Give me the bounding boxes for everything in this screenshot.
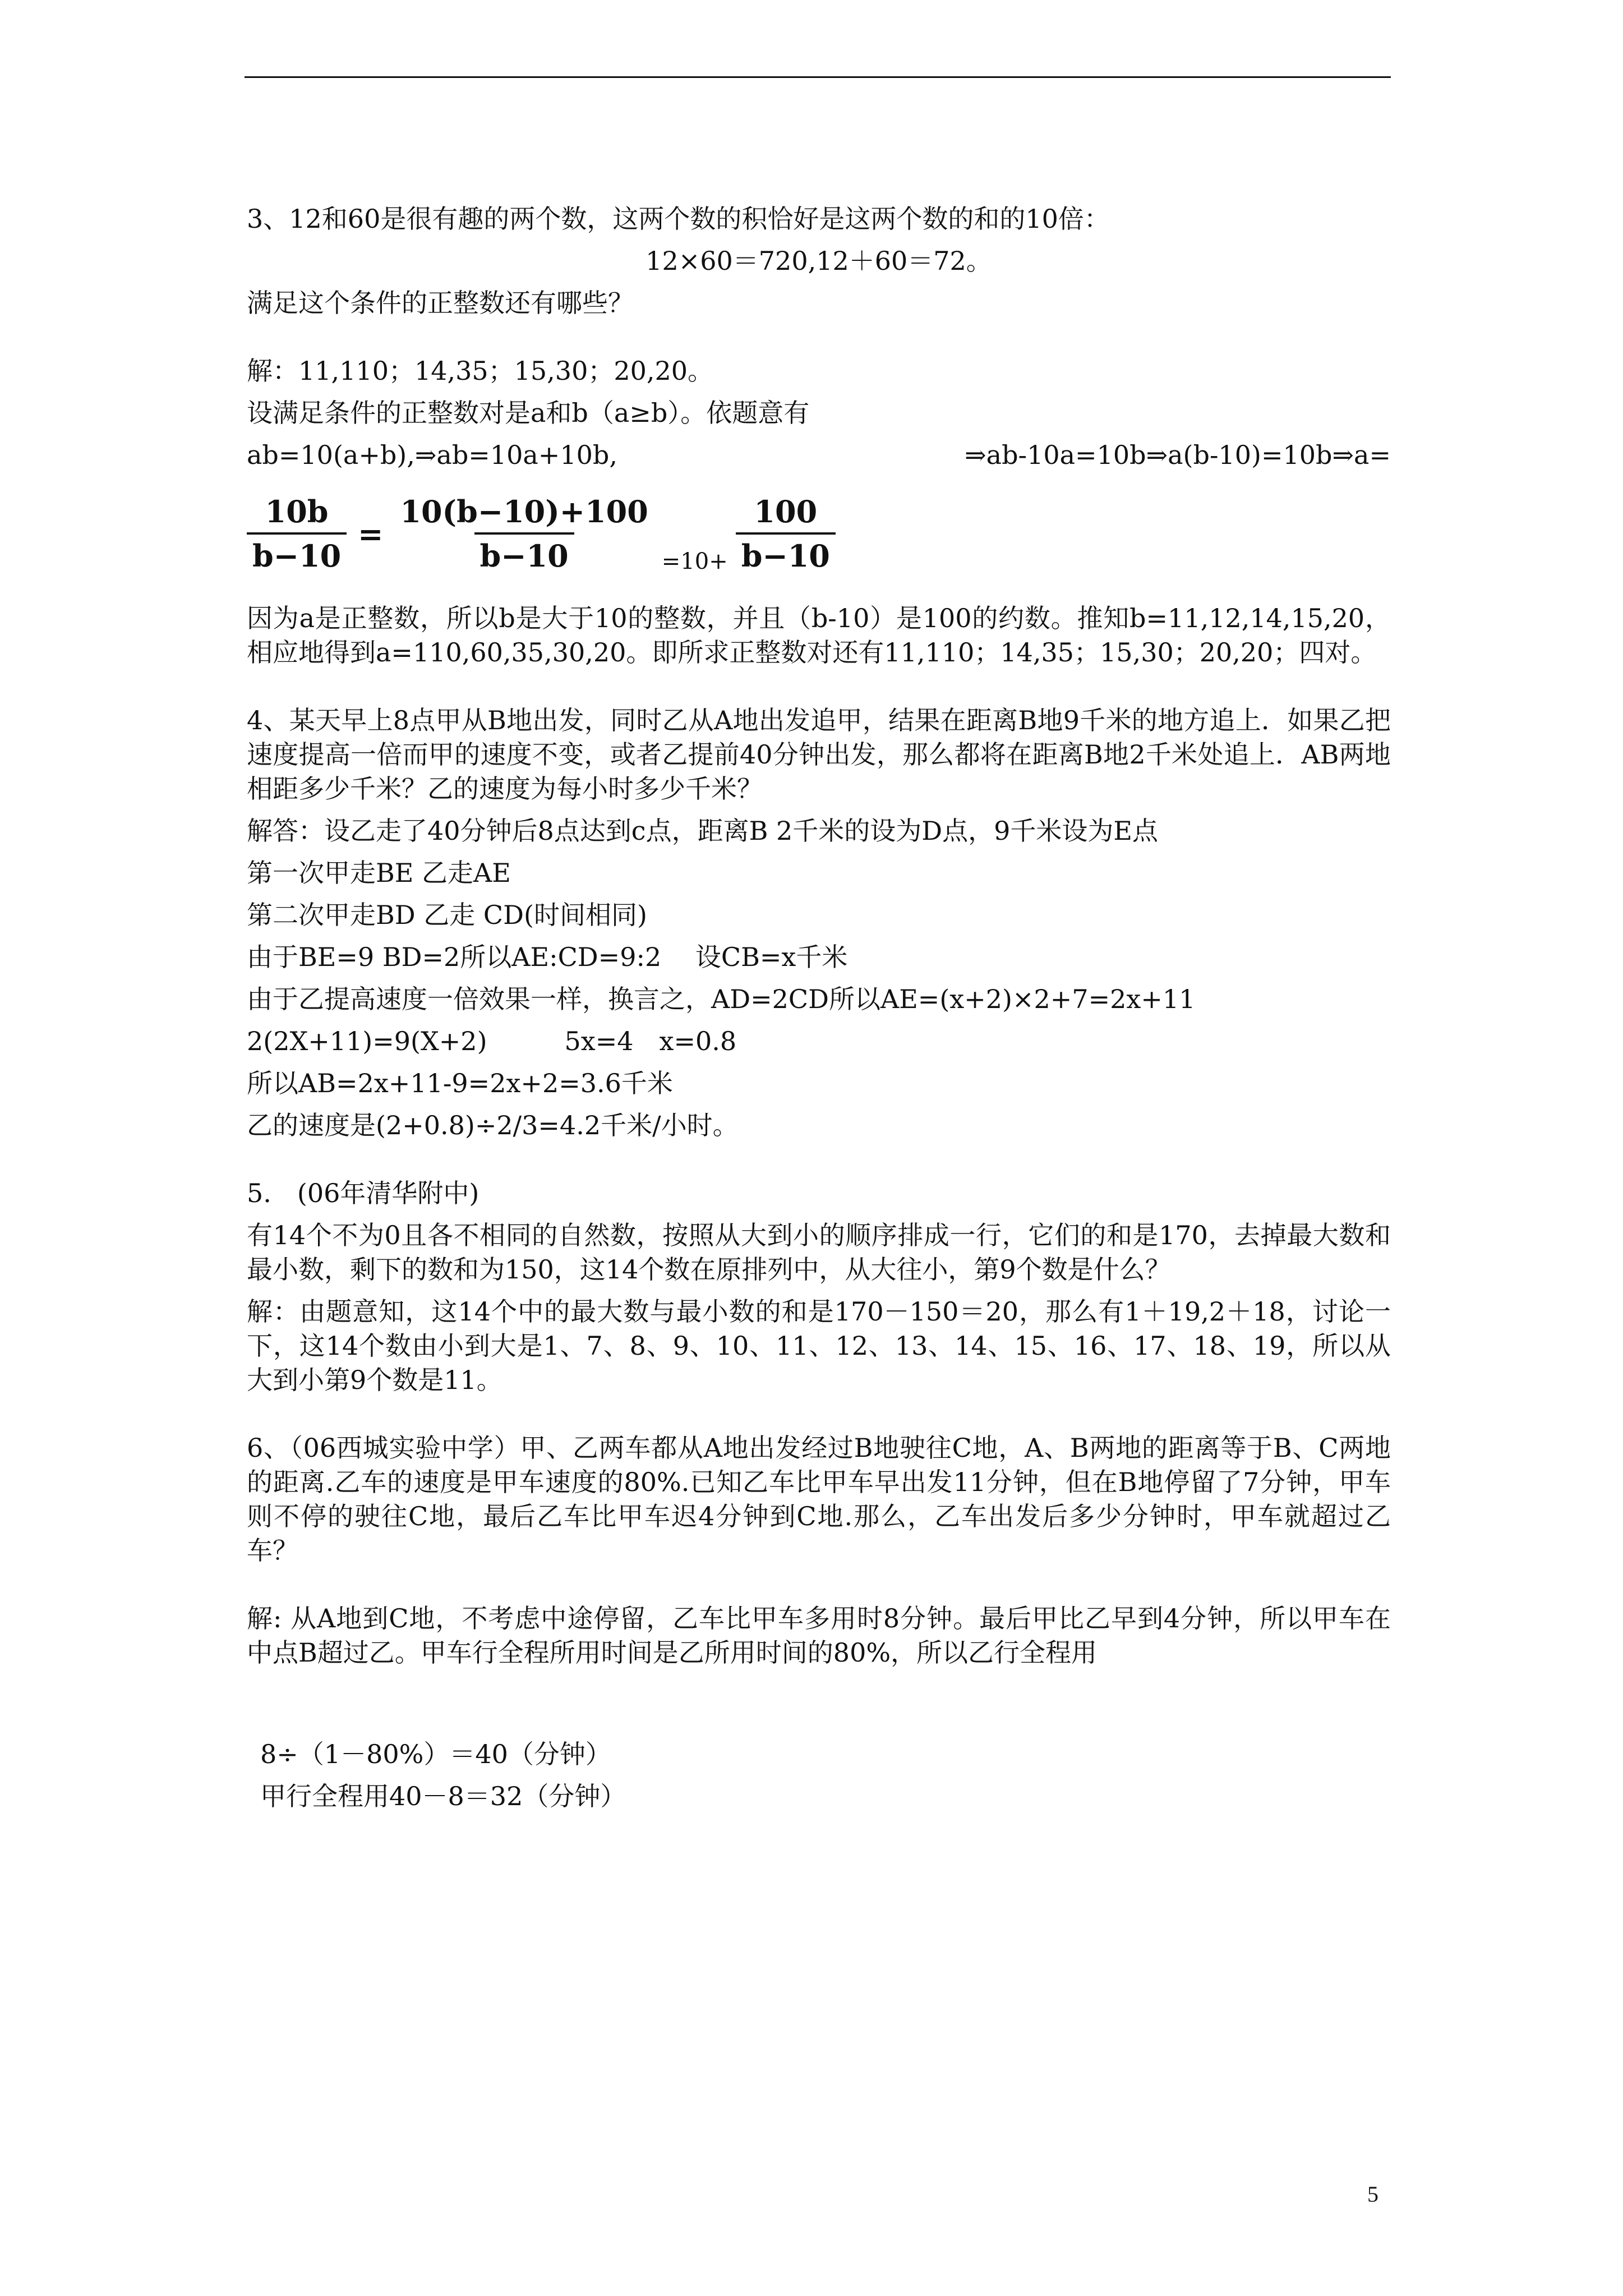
q3-intro: 3、12和60是很有趣的两个数，这两个数的积恰好是这两个数的和的10倍： bbox=[247, 204, 1110, 234]
q4-line: 解答：设乙走了40分钟后8点达到c点，距离B 2千米的设为D点，9千米设为E点 bbox=[247, 816, 1158, 846]
q4-problem: 4、某天早上8点甲从B地出发，同时乙从A地出发追甲，结果在距离B地9千米的地方追上．如果乙把速度提高一倍而甲的速度不变，或者乙提前40分钟出发，那么都将在距离B地2千米处追上．AB两地相距多少千米？乙的速度为每小时多少千米？ bbox=[247, 705, 1391, 804]
fraction-numerator: 10(b−10)+100 bbox=[400, 494, 648, 530]
q5-title: 5. (06年清华附中) bbox=[247, 1178, 479, 1208]
fraction-100-over-b-10 bbox=[736, 495, 836, 573]
fraction-denominator: b−10 bbox=[474, 532, 574, 573]
page-content bbox=[247, 202, 1391, 1821]
q4-line: 第一次甲走BE 乙走AE bbox=[247, 858, 511, 888]
fraction-expanded bbox=[394, 495, 653, 573]
equals-sign: = bbox=[358, 516, 384, 552]
q3-fraction-formula bbox=[247, 495, 1391, 573]
q4-line: 由于BE=9 BD=2所以AE:CD=9:2 设CB=x千米 bbox=[247, 942, 848, 972]
equals-ten-plus: =10+ bbox=[661, 549, 728, 574]
q3-derivation-right: ⇒ab-10a=10b⇒a(b-10)=10b⇒a= bbox=[965, 440, 1391, 470]
q3-derivation bbox=[247, 438, 1391, 472]
q5-problem: 有14个不为0且各不相同的自然数，按照从大到小的顺序排成一行，它们的和是170，去掉最大数和最小数，剩下的数和为150，这14个数在原排列中，从大往小，第9个数是什么？ bbox=[247, 1220, 1391, 1285]
fraction-10b-over-b-10 bbox=[247, 495, 347, 573]
q3-equation: 12×60＝720,12＋60＝72。 bbox=[645, 246, 992, 276]
fraction-denominator: b−10 bbox=[736, 532, 836, 573]
q6-problem: 6、（06西城实验中学）甲、乙两车都从A地出发经过B地驶往C地，A、B两地的距离等于B、C两地的距离.乙车的速度是甲车速度的80%.已知乙车比甲车早出发11分钟，但在B地停留了7分钟，甲车则不停的驶往C地，最后乙车比甲车迟4分钟到C地.那么，乙车出发后多少分钟时，甲车就超过乙车？ bbox=[247, 1433, 1391, 1566]
page-number: 5 bbox=[1367, 2182, 1378, 2207]
q3-answer: 解：11,110；14,35；15,30；20,20。 bbox=[247, 356, 714, 386]
q6-calc-2: 甲行全程用40－8＝32（分钟） bbox=[260, 1781, 626, 1811]
q6-calc-1: 8÷（1－80%）＝40（分钟） bbox=[260, 1739, 611, 1769]
fraction-numerator: 10b bbox=[265, 494, 329, 530]
fraction-denominator: b−10 bbox=[247, 532, 347, 573]
q3-conclusion: 因为a是正整数，所以b是大于10的整数，并且（b-10）是100的约数。推知b=11,12,14,15,20，相应地得到a=110,60,35,30,20。即所求正整数对还有11,110；14,35；15,30；20,20；四对。 bbox=[247, 603, 1391, 668]
header-rule bbox=[245, 76, 1391, 78]
q5-solution: 解：由题意知，这14个中的最大数与最小数的和是170－150＝20，那么有1＋19,2＋18，讨论一下，这14个数由小到大是1、7、8、9、10、11、12、13、14、15、16、17、18、19，所以从大到小第9个数是11。 bbox=[247, 1296, 1391, 1395]
q3-question: 满足这个条件的正整数还有哪些？ bbox=[247, 288, 634, 318]
q3-derivation-left: ab=10(a+b),⇒ab=10a+10b, bbox=[247, 440, 617, 470]
q3-setup: 设满足条件的正整数对是a和b（a≥b）。依题意有 bbox=[247, 398, 810, 428]
fraction-numerator: 100 bbox=[754, 494, 818, 530]
q4-line: 由于乙提高速度一倍效果一样，换言之，AD=2CD所以AE=(x+2)×2+7=2x+11 bbox=[247, 984, 1196, 1014]
q4-line: 第二次甲走BD 乙走 CD(时间相同) bbox=[247, 900, 647, 930]
q4-line: 2(2X+11)=9(X+2) 5x=4 x=0.8 bbox=[247, 1026, 737, 1056]
q4-line: 所以AB=2x+11-9=2x+2=3.6千米 bbox=[247, 1068, 673, 1098]
q6-solution: 解: 从A地到C地，不考虑中途停留，乙车比甲车多用时8分钟。最后甲比乙早到4分钟，所以甲车在中点B超过乙。甲车行全程所用时间是乙所用时间的80%，所以乙行全程用 bbox=[247, 1603, 1391, 1668]
q4-line: 乙的速度是(2+0.8)÷2/3=4.2千米/小时。 bbox=[247, 1110, 739, 1140]
